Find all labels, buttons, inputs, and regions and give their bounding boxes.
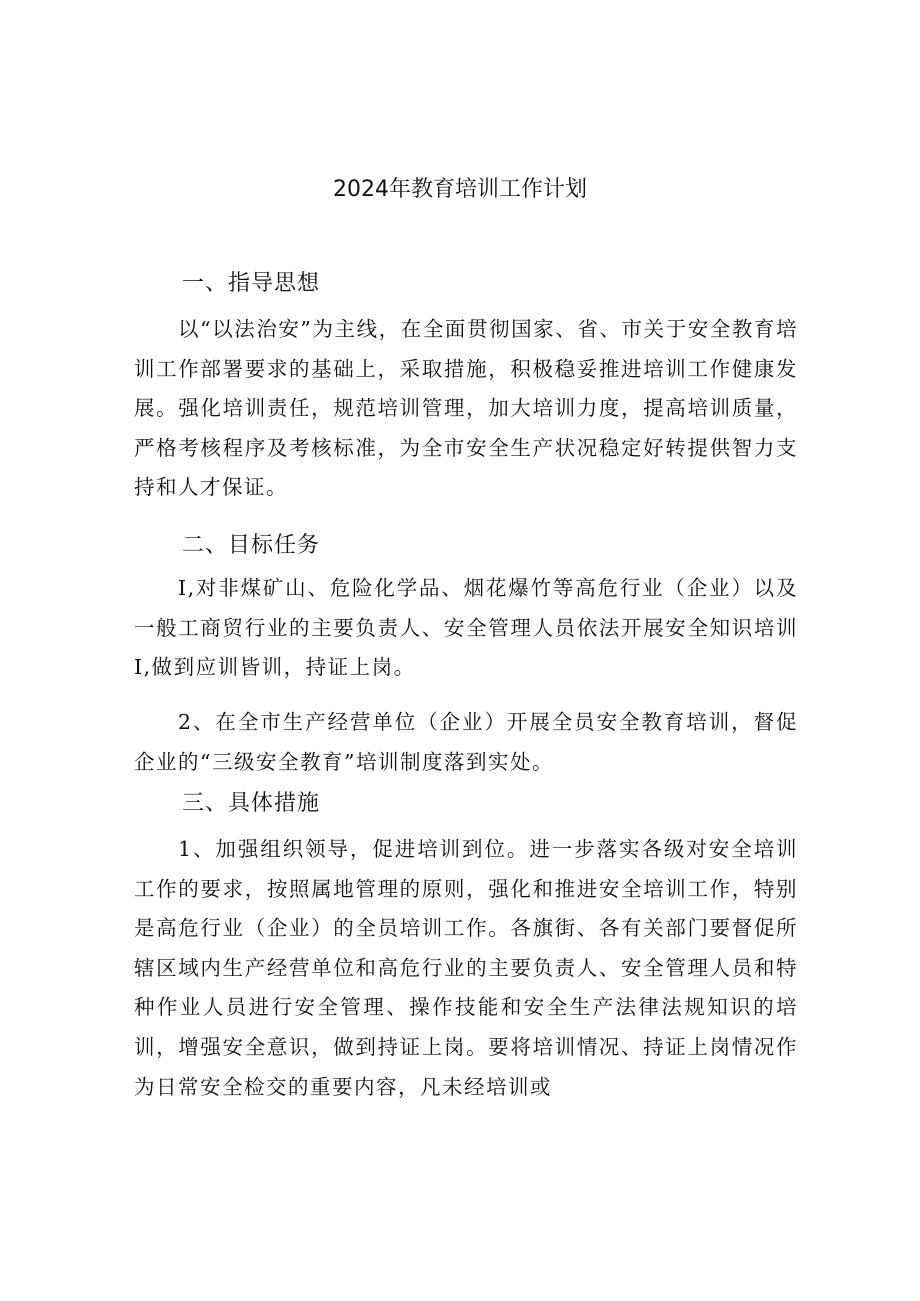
paragraph-objective-2: 2、在全市生产经营单位（企业）开展全员安全教育培训，督促企业的“三级安全教育”培训制度落到实处。: [134, 710, 798, 774]
section-heading-guiding-ideology: 一、指导思想: [182, 271, 321, 296]
paragraph-objective-1: I,对非煤矿山、危险化学品、烟花爆竹等高危行业（企业）以及一般工商贸行业的主要负责人、安全管理人员依法开展安全知识培训I,做到应训皆训，持证上岗。: [134, 576, 798, 680]
section-heading-measures: 三、具体措施: [182, 791, 321, 816]
paragraph-guiding-ideology: 以“以法治安”为主线，在全面贯彻国家、省、市关于安全教育培训工作部署要求的基础上，采取措施，积极稳妥推进培训工作健康发展。强化培训责任，规范培训管理，加大培训力度，提高培训质量，严格考核程序及考核标准，为全市安全生产状况稳定好转提供智力支持和人才保证。: [134, 317, 798, 500]
document-title: 2024年教育培训工作计划: [333, 177, 587, 202]
section-heading-objectives: 二、目标任务: [182, 533, 321, 558]
paragraph-measure-1: 1、加强组织领导，促进培训到位。进一步落实各级对安全培训工作的要求，按照属地管理的原则，强化和推进安全培训工作，特别是高危行业（企业）的全员培训工作。各旗街、各有关部门要督促所辖区域内生产经营单位和高危行业的主要负责人、安全管理人员和特种作业人员进行安全管理、操作技能和安全生产法律法规知识的培训，增强安全意识，做到持证上岗。要将培训情况、持证上岗情况作为日常安全检交的重要内容，凡未经培训或: [134, 837, 798, 1099]
